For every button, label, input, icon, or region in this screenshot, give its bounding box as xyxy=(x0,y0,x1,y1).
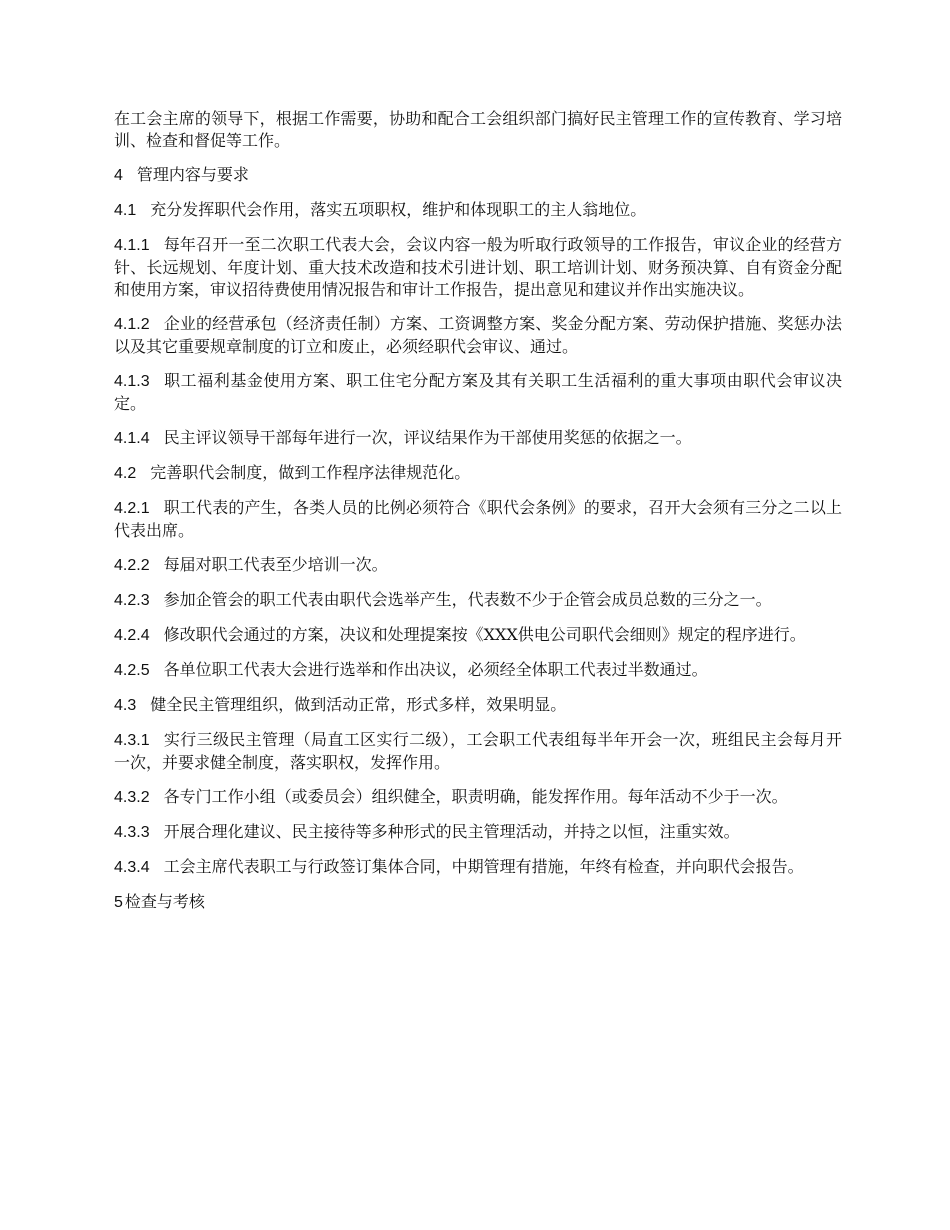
clause-text: 职工福利基金使用方案、职工住宅分配方案及其有关职工生活福利的重大事项由职代会审议决定。 xyxy=(114,371,842,413)
clause-4-1-4 xyxy=(114,427,842,450)
clause-text: 职工代表的产生，各类人员的比例必须符合《职代会条例》的要求，召开大会须有三分之二以上代表出席。 xyxy=(114,498,842,540)
section-number: 4 xyxy=(114,167,123,184)
clause-text: 民主评议领导干部每年进行一次，评议结果作为干部使用奖惩的依据之一。 xyxy=(163,428,692,447)
clause-number: 4.1 xyxy=(114,202,137,219)
clause-text: 各单位职工代表大会进行选举和作出决议，必须经全体职工代表过半数通过。 xyxy=(163,660,708,679)
clause-4-1 xyxy=(114,199,842,222)
clause-number: 4.3.4 xyxy=(114,859,150,876)
clause-text: 每年召开一至二次职工代表大会，会议内容一般为听取行政领导的工作报告，审议企业的经营方针、长远规划、年度计划、重大技术改造和技术引进计划、职工培训计划、财务预决算、自有资金分配和使用方案，审议招待费使用情况报告和审计工作报告，提出意见和建议并作出实施决议。 xyxy=(114,235,842,299)
clause-text: 修改职代会通过的方案，决议和处理提案按《XXX供电公司职代会细则》规定的程序进行。 xyxy=(163,625,806,644)
section-number: 5 xyxy=(114,894,123,911)
clause-number: 4.2 xyxy=(114,465,137,482)
clause-4-3-4 xyxy=(114,856,842,879)
clause-number: 4.1.1 xyxy=(114,237,150,254)
clause-text: 企业的经营承包（经济责任制）方案、工资调整方案、奖金分配方案、劳动保护措施、奖惩办法以及其它重要规章制度的订立和废止，必须经职代会审议、通过。 xyxy=(114,314,842,356)
clause-number: 4.1.3 xyxy=(114,373,150,390)
clause-text: 实行三级民主管理（局直工区实行二级），工会职工代表组每半年开会一次，班组民主会每月开一次，并要求健全制度，落实职权，发挥作用。 xyxy=(114,730,842,772)
clause-4-1-1 xyxy=(114,234,842,301)
section-heading-5 xyxy=(114,891,842,914)
clause-number: 4.2.2 xyxy=(114,557,150,574)
document-page xyxy=(114,108,842,926)
clause-4-2-1 xyxy=(114,497,842,542)
clause-text: 每届对职工代表至少培训一次。 xyxy=(163,555,388,574)
clause-4-1-3 xyxy=(114,370,842,415)
clause-text: 健全民主管理组织，做到活动正常，形式多样，效果明显。 xyxy=(150,695,567,714)
clause-number: 4.2.4 xyxy=(114,627,150,644)
clause-4-1-2 xyxy=(114,313,842,358)
clause-text: 工会主席代表职工与行政签订集体合同，中期管理有措施，年终有检查，并向职代会报告。 xyxy=(163,857,804,876)
clause-number: 4.3.1 xyxy=(114,732,150,749)
clause-text: 完善职代会制度，做到工作程序法律规范化。 xyxy=(150,463,471,482)
clause-4-3 xyxy=(114,694,842,717)
clause-text: 各专门工作小组（或委员会）组织健全，职责明确，能发挥作用。每年活动不少于一次。 xyxy=(163,787,788,806)
clause-4-3-1 xyxy=(114,729,842,774)
clause-number: 4.3 xyxy=(114,697,137,714)
clause-4-2-2 xyxy=(114,554,842,577)
clause-4-3-2 xyxy=(114,786,842,809)
clause-text: 充分发挥职代会作用，落实五项职权，维护和体现职工的主人翁地位。 xyxy=(150,200,647,219)
clause-number: 4.3.3 xyxy=(114,824,150,841)
clause-number: 4.2.1 xyxy=(114,500,150,517)
clause-number: 4.1.2 xyxy=(114,316,150,333)
clause-number: 4.2.3 xyxy=(114,592,150,609)
clause-4-2 xyxy=(114,462,842,485)
clause-4-2-4 xyxy=(114,624,842,647)
clause-text: 参加企管会的职工代表由职代会选举产生，代表数不少于企管会成员总数的三分之一。 xyxy=(163,590,772,609)
clause-number: 4.3.2 xyxy=(114,789,150,806)
section-heading-4 xyxy=(114,164,842,187)
section-title: 检查与考核 xyxy=(124,892,205,911)
clause-text: 开展合理化建议、民主接待等多种形式的民主管理活动，并持之以恒，注重实效。 xyxy=(163,822,740,841)
clause-number: 4.2.5 xyxy=(114,662,150,679)
paragraph-intro xyxy=(114,108,842,152)
clause-number: 4.1.4 xyxy=(114,430,150,447)
clause-4-2-3 xyxy=(114,589,842,612)
section-title: 管理内容与要求 xyxy=(136,165,249,184)
clause-4-3-3 xyxy=(114,821,842,844)
clause-4-2-5 xyxy=(114,659,842,682)
paragraph-text: 在工会主席的领导下，根据工作需要，协助和配合工会组织部门搞好民主管理工作的宣传教育、学习培训、检查和督促等工作。 xyxy=(114,109,842,150)
